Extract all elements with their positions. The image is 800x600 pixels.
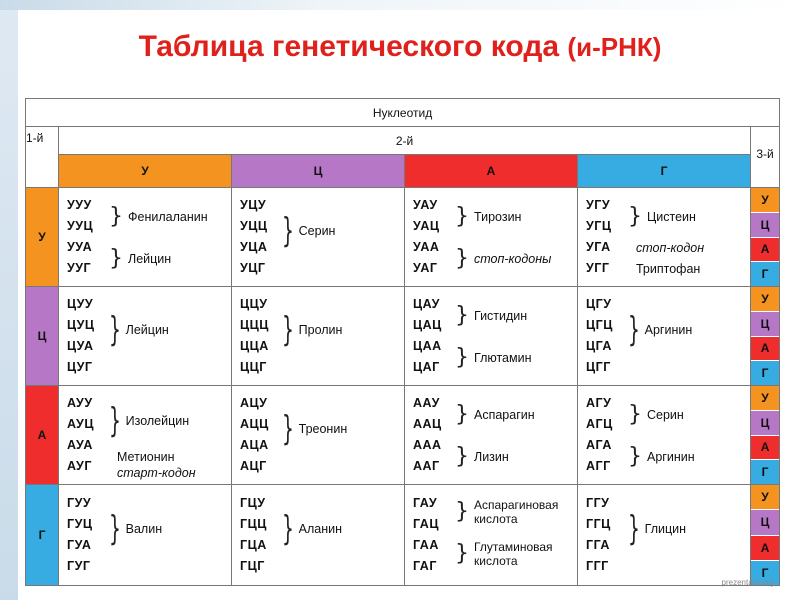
amino-name: Серин: [298, 223, 336, 238]
codon: ГУЦ: [67, 517, 93, 531]
third-base: У: [751, 386, 779, 411]
codon: АЦУ: [240, 396, 268, 410]
codon: УАЦ: [413, 219, 440, 233]
codon: ЦУЦ: [67, 318, 95, 332]
codon-cell: [405, 287, 578, 386]
codon: ГУА: [67, 538, 92, 552]
codon-cell: [232, 287, 405, 386]
codon: АЦА: [240, 438, 269, 452]
third-base: А: [751, 337, 779, 362]
codon: УУГ: [67, 261, 92, 275]
amino-acid: } стоп-кодоны: [455, 245, 552, 271]
third-base: Г: [751, 361, 779, 385]
third-base: У: [751, 485, 779, 510]
codon: ЦЦГ: [240, 360, 267, 374]
amino-name: Изолейцин: [125, 413, 190, 428]
codon: ЦЦЦ: [240, 318, 269, 332]
codon: ГЦЦ: [240, 517, 267, 531]
amino-acid: [636, 258, 700, 279]
third-base: Ц: [751, 411, 779, 436]
amino-acid: } Аргинин: [628, 443, 695, 469]
codon: ЦАЦ: [413, 318, 442, 332]
codon: УАА: [413, 240, 440, 254]
col-header-g: Г: [578, 155, 751, 188]
third-base: Ц: [751, 213, 779, 238]
amino-name: Лейцин: [125, 322, 169, 337]
amino-name: Аргинин: [644, 322, 693, 337]
table-row: [26, 386, 780, 485]
amino-name-block: [474, 498, 558, 526]
amino-acid: } Тирозин: [455, 203, 522, 229]
codon-cell: [578, 386, 751, 485]
third-base: Г: [751, 561, 779, 585]
third-label: 3-й: [751, 127, 780, 188]
amino-acid: } Серин: [628, 401, 684, 427]
amino-name: Аспарагин: [474, 407, 535, 422]
amino-name-line: Глутаминовая: [474, 540, 553, 554]
codon: ГЦГ: [240, 559, 265, 573]
codon: ГГГ: [586, 559, 609, 573]
codon: УГЦ: [586, 219, 612, 233]
codon-cell: [59, 386, 232, 485]
codon: УЦУ: [240, 198, 267, 212]
codon: АУУ: [67, 396, 93, 410]
codon: АЦГ: [240, 459, 267, 473]
watermark: prezentacii.org: [721, 578, 774, 587]
codon: ГАГ: [413, 559, 437, 573]
codon-cell: [405, 188, 578, 287]
codon-cell: [232, 188, 405, 287]
codon: УГА: [586, 240, 611, 254]
start-codon-label: старт-кодон: [117, 465, 196, 480]
codon-cell: [578, 485, 751, 586]
codon: ЦАУ: [413, 297, 440, 311]
codon: УГГ: [586, 261, 610, 275]
codon-cell: [405, 485, 578, 586]
codon: АГА: [586, 438, 612, 452]
second-label: 2-й: [59, 127, 751, 155]
amino-acid: } Глицин: [628, 508, 687, 549]
codon-cell: [578, 188, 751, 287]
codon: УЦЦ: [240, 219, 268, 233]
codon: ГАЦ: [413, 517, 439, 531]
codon-cell: [59, 287, 232, 386]
third-base: Ц: [751, 312, 779, 337]
codon: ГЦА: [240, 538, 267, 552]
codon: ЦАГ: [413, 360, 440, 374]
codon: ААГ: [413, 459, 440, 473]
codon: АГЦ: [586, 417, 613, 431]
codon: ГУУ: [67, 496, 92, 510]
amino-acid: } Треонин: [282, 408, 348, 449]
codon-cell: [405, 386, 578, 485]
title-main: Таблица генетического кода: [138, 30, 560, 63]
amino-name-line: кислота: [474, 554, 518, 568]
nucleotide-header: Нуклеотид: [26, 99, 780, 127]
amino-acid: } Аспарагиновая кислота: [455, 498, 559, 526]
first-label: 1-й: [26, 127, 59, 188]
codon: ГГУ: [586, 496, 610, 510]
codon: УУА: [67, 240, 93, 254]
col-header-u: У: [59, 155, 232, 188]
genetic-code-table: [25, 98, 780, 586]
codon: УЦА: [240, 240, 268, 254]
codon: АГУ: [586, 396, 612, 410]
amino-acid: } Аланин: [282, 508, 343, 549]
row-header-a: А: [26, 386, 59, 485]
amino-acid: } Изолейцин: [109, 400, 190, 441]
slide-title: [0, 30, 800, 64]
third-base: А: [751, 536, 779, 561]
amino-name: Цистеин: [647, 209, 696, 224]
amino-acid: } Лейцин: [109, 245, 172, 271]
third-base: Ц: [751, 510, 779, 535]
col-header-c: Ц: [232, 155, 405, 188]
col-header-a: А: [405, 155, 578, 188]
amino-name: Аргинин: [647, 449, 695, 464]
codon: ГГЦ: [586, 517, 611, 531]
amino-acid: } Глутаминовая кислота: [455, 540, 553, 568]
amino-name: Триптофан: [636, 261, 701, 276]
amino-name-block: [474, 540, 553, 568]
codon-cell: [232, 386, 405, 485]
table-row: [26, 287, 780, 386]
amino-name: Метионин: [117, 449, 175, 464]
third-base-column: [751, 188, 780, 287]
codon: УГУ: [586, 198, 611, 212]
amino-name: Лизин: [474, 449, 509, 464]
amino-acid: [117, 462, 196, 483]
amino-acid: } Фенилаланин: [109, 203, 208, 229]
codon: ААЦ: [413, 417, 442, 431]
slide-top-band: [0, 0, 800, 10]
third-base-column: [751, 386, 780, 485]
amino-name: Треонин: [298, 421, 348, 436]
codon: ЦГА: [586, 339, 612, 353]
amino-acid: } Валин: [109, 508, 163, 549]
codon: ААУ: [413, 396, 440, 410]
amino-name: Серин: [647, 407, 684, 422]
amino-acid: } Глютамин: [455, 344, 532, 370]
codon: АУЦ: [67, 417, 94, 431]
codon: ЦАА: [413, 339, 442, 353]
amino-name: Валин: [125, 521, 163, 536]
amino-acid: } Лейцин: [109, 309, 169, 350]
amino-acid: } Гистидин: [455, 302, 528, 328]
amino-acid: } Цистеин: [628, 203, 696, 229]
codon-cell: [59, 188, 232, 287]
codon-cell: [59, 485, 232, 586]
row-header-c: Ц: [26, 287, 59, 386]
codon: ГГА: [586, 538, 610, 552]
codon: ААА: [413, 438, 442, 452]
amino-name: Тирозин: [474, 209, 522, 224]
codon: ЦУУ: [67, 297, 94, 311]
codon: ЦГУ: [586, 297, 612, 311]
amino-acid: } Серин: [282, 210, 336, 251]
codon: АУГ: [67, 459, 92, 473]
third-base: Г: [751, 262, 779, 286]
table-row: [26, 485, 780, 586]
table-row: [26, 188, 780, 287]
third-base: А: [751, 436, 779, 461]
codon: ЦУГ: [67, 360, 93, 374]
third-base-column: [751, 287, 780, 386]
amino-name: Пролин: [298, 322, 343, 337]
row-header-u: У: [26, 188, 59, 287]
third-base: Г: [751, 460, 779, 484]
amino-acid: } Лизин: [455, 443, 509, 469]
codon: ГАУ: [413, 496, 438, 510]
codon: УАГ: [413, 261, 438, 275]
codon: ЦЦУ: [240, 297, 268, 311]
slide-left-band: [0, 0, 18, 600]
codon: ГЦУ: [240, 496, 266, 510]
amino-name: Лейцин: [128, 251, 172, 266]
codon: УУЦ: [67, 219, 94, 233]
codon: ЦГГ: [586, 360, 611, 374]
codon: АГГ: [586, 459, 611, 473]
row-header-g: Г: [26, 485, 59, 586]
stop-codon-label: стоп-кодон: [636, 240, 705, 255]
amino-name-line: кислота: [474, 512, 518, 526]
amino-name-line: Аспарагиновая: [474, 498, 559, 512]
codon: УЦГ: [240, 261, 266, 275]
codon-cell: [232, 485, 405, 586]
codon: УАУ: [413, 198, 438, 212]
codon: ЦУА: [67, 339, 94, 353]
amino-acid: [636, 237, 704, 258]
amino-acid: } Аспарагин: [455, 401, 535, 427]
codon: ЦЦА: [240, 339, 269, 353]
amino-name: Глютамин: [474, 350, 532, 365]
codon: АУА: [67, 438, 93, 452]
codon: ГУГ: [67, 559, 91, 573]
amino-acid: } Пролин: [282, 309, 343, 350]
third-base-column: [751, 485, 780, 586]
third-base: У: [751, 287, 779, 312]
codon-cell: [578, 287, 751, 386]
amino-name: Фенилаланин: [128, 209, 208, 224]
stop-codon-label: стоп-кодоны: [474, 251, 552, 266]
codon: АЦЦ: [240, 417, 269, 431]
amino-acid: } Аргинин: [628, 309, 693, 350]
amino-name: Гистидин: [474, 308, 528, 323]
third-base: А: [751, 238, 779, 263]
codon: ГАА: [413, 538, 439, 552]
amino-name: Аланин: [298, 521, 343, 536]
codon: УУУ: [67, 198, 92, 212]
third-base: У: [751, 188, 779, 213]
amino-name: Глицин: [644, 521, 687, 536]
codon: ЦГЦ: [586, 318, 613, 332]
title-suffix: (и-РНК): [567, 32, 662, 62]
